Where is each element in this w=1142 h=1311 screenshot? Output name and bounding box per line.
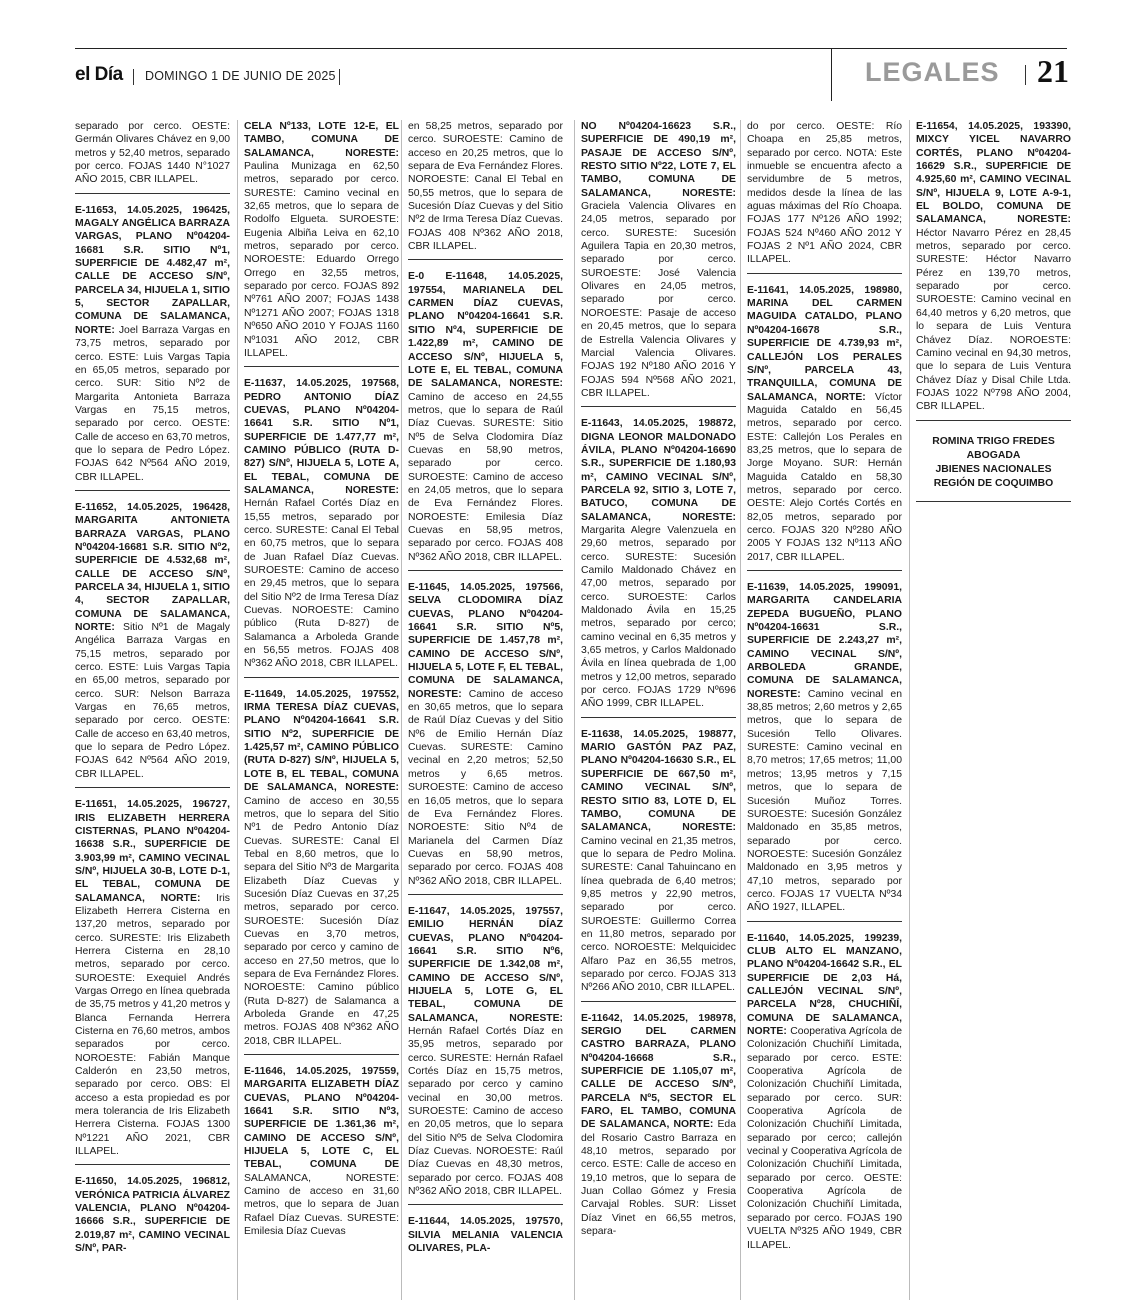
legal-notice-entry: [244, 377, 399, 678]
legal-notice-entry: [75, 798, 230, 1165]
notice-text: Camino vecinal en 38,85 metros; 2,60 metros y 2,65 metros, que lo separa de Sucesión Tello Olivares. SURESTE: Camino vecinal en 8,70 metros; 17,65 metros; 11,00 metros; 13,95 metros y 7,15 metros, que lo separa de Sucesión Muñoz Torres. SUROESTE: Sucesión González Maldonado en 35,85 metros, separado por cerco. NOROESTE: Sucesión González Maldonado en 3,95 metros y 47,10 metros, separado por cerco. FOJAS 17 VUELTA Nº34 AÑO 1927, ILLAPEL.: [747, 688, 902, 914]
notice-column-6: [916, 120, 1071, 1305]
notice-heading: E-11645, 14.05.2025, 197566, SELVA CLODOMIRA DÍAZ CUEVAS, PLANO Nº04204-16641 S.R. SITIO Nº5, SUPERFICIE DE 1.457,78 m², CAMINO DE ACCESO S/Nº, HIJUELA 5, LOTE F, EL TEBAL, COMUNA DE SALAMANCA, NORESTE:: [408, 582, 563, 700]
legal-notice-entry: [244, 688, 399, 1055]
notice-heading: E-11651, 14.05.2025, 196727, IRIS ELIZABETH HERRERA CISTERNAS, PLANO Nº04204-16638 S.R., SUPERFICIE DE 3.903,99 m², CAMINO VECINAL S/Nº, HIJUELA 30-B, LOTE D-1, EL TEBAL, COMUNA DE SALAMANCA, NORTE:: [75, 799, 230, 904]
column-divider: [574, 120, 575, 1300]
legal-notice-entry: [581, 728, 736, 1002]
signature-role: ABOGADA: [966, 449, 1021, 461]
notice-heading: E-11637, 14.05.2025, 197568, PEDRO ANTONIO DÍAZ CUEVAS, PLANO Nº04204-16641 S.R. SITIO Nº1, SUPERFICIE DE 1.477,77 m², CAMINO PÚBLICO (RUTA D-827) S/Nº, HIJUELA 5, LOTE A, EL TEBAL, COMUNA DE SALAMANCA, NORESTE:: [244, 378, 399, 496]
notice-heading: CELA Nº133, LOTE 12-E, EL TAMBO, COMUNA DE SALAMANCA, NORESTE:: [244, 121, 399, 159]
legal-notice-entry: [581, 417, 736, 718]
notice-text: Graciela Valencia Olivares en 24,05 metros, separado por cerco. SURESTE: Sucesión Aguilera Tapia en 20,30 metros, separado por cerco. SUROESTE: José Valencia Olivares en 24,05 metros, separado por cerco. NOROESTE: Pasaje de acceso en 20,45 metros, que lo separa de Estrella Valencia Olivares y Marcial Valencia Olivares. FOJAS 192 Nº180 AÑO 2016 Y FOJAS 594 Nº568 AÑO 2021, CBR ILLAPEL.: [581, 201, 736, 399]
notice-heading: E-11654, 14.05.2025, 193390, MIXCY YICEL NAVARRO CORTÉS, PLANO Nº04204-16629 S.R., SUPERFICIE DE 4.925,60 m², CAMINO VECINAL S/Nº, HIJUELA 9, LOTE A-9-1, EL BOLDO, COMUNA DE SALAMANCA, NORESTE:: [916, 121, 1071, 226]
notice-text: SALAMANCA, NORESTE: Camino de acceso en 31,60 metros, que lo separa de Juan Rafael Díaz Cuevas. SURESTE: Emilesia Díaz Cuevas: [244, 1172, 399, 1238]
notice-text: Margarita Alegre Valenzuela en 29,60 metros, separado por cerco. SURESTE: Sucesión Camilo Maldonado Chávez en 47,00 metros, separado por cerco. SUROESTE: Carlos Maldonado Ávila en 15,25 metros, separado por cerco; camino vecinal en 6,35 metros y 3,65 metros, y Carlos Maldonado Ávila en línea quebrada de 1,00 metros y 12,00 metros, separado por cerco. FOJAS 1729 Nº696 AÑO 1999, CBR ILLAPEL.: [581, 524, 736, 710]
legal-notice-entry: [747, 120, 902, 274]
page-number: 21: [1037, 53, 1069, 89]
notice-text: Camino de acceso en 30,55 metros, que lo separa del Sitio Nº1 de Pedro Antonio Díaz Cuevas. SURESTE: Canal El Tebal en 8,60 metros, que lo separa del Sitio Nº3 de Margarita Elizabeth Díaz Cuevas y Sucesión Díaz Cuevas en 37,25 metros, separado por cerco. SUROESTE: Sucesión Díaz Cuevas en 3,70 metros, separado por cerco y camino de acceso en 27,50 metros, que lo separa de Eva Fernández Flores. NOROESTE: Camino público (Ruta D-827) de Salamanca a Arboleda Grande en 47,25 metros. FOJAS 408 Nº362 AÑO 2018, CBR ILLAPEL.: [244, 795, 399, 1047]
section-title: LEGALES: [865, 57, 1000, 87]
legal-notice-entry: [747, 932, 902, 1258]
notice-heading: E-11641, 14.05.2025, 198980, MARINA DEL CARMEN MAGUIDA CATALDO, PLANO Nº04204-16678 S.R., SUPERFICIE DE 4.739,93 m², CALLEJÓN LOS PERALES S/Nº, PARCELA 43, TRANQUILLA, COMUNA DE SALAMANCA, NORTE:: [747, 284, 902, 403]
legal-notice-entry: [581, 120, 736, 407]
notice-text: Hernán Rafael Cortés Díaz en 15,55 metros, separado por cerco. SURESTE: Canal El Tebal en 60,75 metros, que lo separa de Juan Rafael Díaz Cuevas. SUROESTE: Camino de acceso en 29,45 metros, que lo separa del Sitio Nº2 de Irma Teresa Díaz Cuevas. NOROESTE: Camino público (Ruta D-827) de Salamanca a Arboleda Grande en 56,55 metros. FOJAS 408 Nº362 AÑO 2018, CBR ILLAPEL.: [244, 498, 399, 670]
notice-text: Cooperativa Agrícola de Colonización Chuchiñí Limitada, separado por cerco. ESTE: Cooperativa Agrícola de Colonización Chuchiñí Limitada, separado por cerco. SUR: Cooperativa Agrícola de Colonización Chuchiñí Limitada, separado por cerco; callejón vecinal y Cooperativa Agrícola de Colonización Chuchiñí Limitada, separado por cerco. OESTE: Cooperativa Agrícola de Colonización Chuchiñí Limitada, separado por cerco. FOJAS 190 VUELTA Nº325 AÑO 1949, CBR ILLAPEL.: [747, 1026, 902, 1251]
signature-unit: JBIENES NACIONALES: [935, 463, 1052, 475]
notice-heading: E-11647, 14.05.2025, 197557, EMILIO HERNÁN DÍAZ CUEVAS, PLANO Nº04204-16641 S.R. SITIO Nº6, SUPERFICIE DE 1.342,08 m², CAMINO DE ACCESO S/Nº, HIJUELA 5, LOTE G, EL TEBAL, COMUNA DE SALAMANCA, NORESTE:: [408, 905, 563, 1024]
legal-notice-entry: [747, 284, 902, 571]
legal-notice-entry: [408, 1215, 563, 1261]
legal-notice-entry: [244, 1065, 399, 1244]
notice-text: do por cerco. OESTE: Río Choapa en 25,85 metros, separado por cerco. NOTA: Este inmueble se encuentra afecto a servidumbre de 5 metros, medidos desde la línea de las aguas máximas del Río Choapa. FOJAS 177 Nº126 AÑO 1992; FOJAS 524 Nº460 AÑO 2012 Y FOJAS 2 Nº1 AÑO 2024, CBR ILLAPEL.: [747, 121, 902, 266]
notice-column-3: [408, 120, 563, 1305]
notice-heading: E-11649, 14.05.2025, 197552, IRMA TERESA DÍAZ CUEVAS, PLANO Nº04204-16641 S.R. SITIO Nº2, SUPERFICIE DE 1.425,57 m², CAMINO PÚBLICO (RUTA D-827) S/Nº, HIJUELA 5, LOTE B, EL TEBAL, COMUNA DE SALAMANCA, NORESTE:: [244, 688, 399, 794]
header-divider: [133, 69, 134, 85]
issue-date: DOMINGO 1 DE JUNIO DE 2025: [145, 69, 336, 83]
notice-text: Camino vecinal en 21,35 metros, que lo separa de Pedro Molina. SURESTE: Canal Tahuincano en línea quebrada de 6,40 metros; 9,85 metros y 22,90 metros, separado por cerco. SUROESTE: Guillermo Correa en 11,80 metros, separado por cerco. NOROESTE: Melquicidec Alfaro Paz en 36,55 metros, separado por cerco. FOJAS 313 Nº266 AÑO 2010, CBR ILLAPEL.: [581, 835, 736, 994]
notice-column-5: [747, 120, 902, 1305]
page-header: [75, 48, 1067, 101]
notice-heading: E-11653, 14.05.2025, 196425, MAGALY ANGÉLICA BARRAZA VARGAS, PLANO Nº04204-16681 S.R. SITIO Nº1, SUPERFICIE DE 4.482,47 m², CALLE DE ACCESO S/Nº, PARCELA 34, HIJUELA 1, SITIO 5, SECTOR ZAPALLAR, COMUNA DE SALAMANCA, NORTE:: [75, 204, 230, 336]
notice-heading: E-11640, 14.05.2025, 199239, CLUB ALTO EL MANZANO, PLANO Nº04204-16642 S.R., EL SUPERFICIE DE 2,03 Há, CALLEJÓN VECINAL S/Nº, PARCELA Nº28, CHUCHIÑÍ, COMUNA DE SALAMANCA, NORTE:: [747, 932, 902, 1037]
legal-notice-entry: [916, 120, 1071, 421]
column-divider: [401, 120, 402, 1300]
legal-notice-entry: [75, 1175, 230, 1261]
notice-heading: E-11643, 14.05.2025, 198872, DIGNA LEONOR MALDONADO ÁVILA, PLANO Nº04204-16690 S.R., SUPERFICIE DE 1.180,93 m², CAMINO VECINAL S/Nº, PARCELA 92, SITIO 3, LOTE 7, BATUCO, COMUNA DE SALAMANCA, NORESTE:: [581, 418, 736, 523]
newspaper-logo: el Día: [75, 64, 123, 85]
header-vertical-rule: [831, 49, 832, 101]
notice-column-1: [75, 120, 230, 1305]
notice-text: Hernán Rafael Cortés Díaz en 35,95 metros, separado por cerco. SURESTE: Hernán Rafael Cortés Díaz en 15,75 metros, separado por cerco y camino vecinal en 30,00 metros. SUROESTE: Camino de acceso en 20,05 metros, que lo separa del Sitio Nº5 de Selva Clodomira Díaz Cuevas. NOROESTE: Raúl Díaz Cuevas en 48,30 metros, separado por cerco. FOJAS 408 Nº362 AÑO 2018, CBR ILLAPEL.: [408, 1026, 563, 1198]
legal-notice-entry: [408, 905, 563, 1206]
notice-text: Eda del Rosario Castro Barraza en 48,10 metros, separado por cerco. ESTE: Calle de acceso en 19,10 metros, que lo separa de Juan Collao Gómez y Fresia Carvajal Robles. SUR: Lisset Díaz Vinet en 66,55 metros, separa-: [581, 1119, 736, 1238]
column-divider: [909, 120, 910, 1300]
signature-name: ROMINA TRIGO FREDES: [932, 435, 1055, 447]
legal-notice-entry: [75, 204, 230, 491]
notice-heading: E-11652, 14.05.2025, 196428, MARGARITA ANTONIETA BARRAZA VARGAS, PLANO Nº04204-16681 S.R. SITIO Nº2, SUPERFICIE DE 4.532,68 m², CALLE DE ACCESO S/Nº, PARCELA 34, HIJUELA 1, SITIO 4, SECTOR ZAPALLAR, COMUNA DE SALAMANCA, NORTE:: [75, 501, 230, 634]
legal-notice-entry: [408, 581, 563, 895]
notice-text: Héctor Navarro Pérez en 28,45 metros, separado por cerco. SURESTE: Héctor Navarro Pérez en 139,70 metros, separado por cerco. SUROESTE: Camino vecinal en 64,40 metros y 6,20 metros, que lo separa de Luis Ventura Chávez Díaz. NOROESTE: Camino vecinal en 94,30 metros, que lo separa de Luis Ventura Chávez Díaz y Disal Chile Ltda. FOJAS 1022 Nº798 AÑO 2004, CBR ILLAPEL.: [916, 227, 1071, 413]
notice-heading: E-11650, 14.05.2025, 196812, VERÓNICA PATRICIA ÁLVAREZ VALENCIA, PLANO Nº04204-16666 S.R., SUPERFICIE DE 2.019,87 m², CAMINO VECINAL S/Nº, PAR-: [75, 1176, 230, 1255]
notice-text: en 58,25 metros, separado por cerco. SUROESTE: Camino de acceso en 20,25 metros, que lo separa de Eva Fernández Flores. NOROESTE: Canal El Tebal en 50,55 metros, que lo separa de Sucesión Díaz Cuevas y del Sitio Nº2 de Irma Teresa Díaz Cuevas. FOJAS 408 Nº362 AÑO 2018, CBR ILLAPEL.: [408, 121, 563, 253]
column-divider: [237, 120, 238, 1300]
signature-block: [916, 435, 1071, 502]
notice-column-2: [244, 120, 399, 1305]
legal-notice-entry: [75, 501, 230, 788]
notice-text: Camino de acceso en 30,65 metros, que lo separa de Raúl Díaz Cuevas y del Sitio Nº6 de Emilio Hernán Díaz Cuevas. SURESTE: Camino vecinal en 2,20 metros; 52,50 metros y 6,65 metros. SUROESTE: Camino de acceso en 16,05 metros, que lo separa de Eva Fernández Flores. NOROESTE: Sitio Nº4 de Marianela del Carmen Díaz Cuevas en 58,90 metros, separado por cerco. FOJAS 408 Nº362 AÑO 2018, CBR ILLAPEL.: [408, 688, 563, 887]
notice-heading: E-11642, 14.05.2025, 198978, SERGIO DEL CARMEN CASTRO BARRAZA, PLANO Nº04204-16668 S.R., SUPERFICIE DE 1.105,07 m², CALLE DE ACCESO S/Nº, PARCELA Nº5, SECTOR EL FARO, EL TAMBO, COMUNA DE SALAMANCA, NORTE:: [581, 1012, 736, 1131]
legal-notice-entry: [75, 120, 230, 194]
notice-heading: E-0 E-11648, 14.05.2025, 197554, MARIANELA DEL CARMEN DÍAZ CUEVAS, PLANO Nº04204-16641 S.R. SITIO Nº4, SUPERFICIE DE 1.422,89 m², CAMINO DE ACCESO S/Nº, HIJUELA 5, LOTE E, EL TEBAL, COMUNA DE SALAMANCA, NORESTE:: [408, 271, 563, 390]
legal-notice-entry: [408, 120, 563, 260]
header-divider: [1025, 65, 1026, 85]
notice-text: Iris Elizabeth Herrera Cisterna en 137,20 metros, separado por cerco. SURESTE: Iris Elizabeth Herrera Cisterna en 28,10 metros, separado por cerco. SUROESTE: Exequiel Andrés Vargas Orrego en línea quebrada de 35,75 metros y 41,20 metros y Blanca Fernanda Herrera Cisterna en 76,60 metros, ambos separados por cerco. NOROESTE: Fabián Manque Calderón en 23,50 metros, separado por cerco. OBS: El acceso a esta propiedad es por mera tolerancia de Iris Elizabeth Herrera Cisterna. FOJAS 1300 Nº1221 AÑO 2021, CBR ILLAPEL.: [75, 892, 230, 1158]
column-divider: [740, 120, 741, 1300]
notice-heading: E-11638, 14.05.2025, 198877, MARIO GASTÓN PAZ PAZ, PLANO Nº04204-16630 S.R., EL SUPERFICIE DE 667,50 m², CAMINO VECINAL S/Nº, RESTO SITIO 83, LOTE D, EL TAMBO, COMUNA DE SALAMANCA, NORESTE:: [581, 728, 736, 834]
notice-text: separado por cerco. OESTE: Germán Olivares Chávez en 9,00 metros y 52,40 metros, separado por cerco. FOJAS 1440 N°1027 AÑO 2015, CBR ILLAPEL.: [75, 121, 230, 186]
notice-text: Víctor Maguida Cataldo en 56,45 metros, separado por cerco. ESTE: Callejón Los Perales en 83,25 metros, que lo separa de Jorge Moyano. SUR: Hernán Maguida Cataldo en 58,30 metros, separado por cerco. OESTE: Alejo Cortés Cortés en 82,05 metros, separado por cerco. FOJAS 320 Nº280 AÑO 2005 Y FOJAS 132 Nº113 AÑO 2017, CBR ILLAPEL.: [747, 391, 902, 563]
notice-heading: E-11639, 14.05.2025, 199091, MARGARITA CANDELARIA ZEPEDA BUGUEÑO, PLANO Nº04204-16631 S.R., SUPERFICIE DE 2.243,27 m², CAMINO VECINAL S/Nº, ARBOLEDA GRANDE, COMUNA DE SALAMANCA, NORESTE:: [747, 582, 902, 700]
header-divider: [339, 69, 340, 85]
notice-column-4: [581, 120, 736, 1305]
notice-text: Camino de acceso en 24,55 metros, que lo separa de Raúl Díaz Cuevas. SURESTE: Sitio Nº5 de Selva Clodomira Díaz Cuevas en 58,90 metros, separado por cerco. SUROESTE: Camino de acceso en 24,05 metros, que lo separa de Eva Fernández Flores. NOROESTE: Emilesia Díaz Cuevas en 58,95 metros, separado por cerco. FOJAS 408 Nº362 AÑO 2018, CBR ILLAPEL.: [408, 391, 563, 563]
notice-text: Paulina Munizaga en 62,50 metros, separado por cerco. SURESTE: Camino vecinal en 32,65 metros, que lo separa de Rodolfo Elgueta. SUROESTE: Eugenia Albiña Leiva en 62,10 metros, separado por cerco. NOROESTE: Eduardo Orrego Orrego en 32,55 metros, separado por cerco. FOJAS 892 Nº761 AÑO 2007; FOJAS 1438 Nº1271 AÑO 2007; FOJAS 1318 Nº650 AÑO 2010 Y FOJAS 1160 Nº1031 AÑO 2012, CBR ILLAPEL.: [244, 161, 399, 359]
legal-notice-entry: [747, 581, 902, 922]
notice-heading: E-11646, 14.05.2025, 197559, MARGARITA ELIZABETH DÍAZ CUEVAS, PLANO Nº04204-16641 S.R. SITIO Nº3, SUPERFICIE DE 1.361,36 m², CAMINO DE ACCESO S/Nº, HIJUELA 5, LOTE C, EL TEBAL, COMUNA DE: [244, 1066, 399, 1171]
notice-heading: NO Nº04204-16623 S.R., SUPERFICIE DE 490,19 m², PASAJE DE ACCESO S/Nº, RESTO SITIO Nº22, LOTE 7, EL TAMBO, COMUNA DE SALAMANCA, NORESTE:: [581, 121, 736, 199]
notice-heading: E-11644, 14.05.2025, 197570, SILVIA MELANIA VALENCIA OLIVARES, PLA-: [408, 1216, 563, 1255]
legal-notice-entry: [408, 270, 563, 571]
notice-text: Joel Barraza Vargas en 73,75 metros, separado por cerco. ESTE: Luis Vargas Tapia en 65,05 metros, separado por cerco. SUR: Sitio Nº2 de Margarita Antonieta Barraza Vargas en 75,15 metros, separado por cerco. OESTE: Calle de acceso en 63,70 metros, que lo separa de Pedro López. FOJAS 642 Nº564 AÑO 2019, CBR ILLAPEL.: [75, 324, 230, 483]
legal-notice-entry: [244, 120, 399, 367]
signature-region: REGIÓN DE COQUIMBO: [933, 477, 1054, 489]
notice-text: Sitio Nº1 de Magaly Angélica Barraza Vargas en 75,15 metros, separado por cerco. ESTE: Luis Vargas Tapia en 65,00 metros, separado por cerco. SUR: Nelson Barraza Vargas en 76,65 metros, separado por cerco. OESTE: Calle de acceso en 63,40 metros, que lo separa de Pedro López. FOJAS 642 Nº564 AÑO 2019, CBR ILLAPEL.: [75, 622, 230, 780]
legal-notice-entry: [581, 1012, 736, 1245]
